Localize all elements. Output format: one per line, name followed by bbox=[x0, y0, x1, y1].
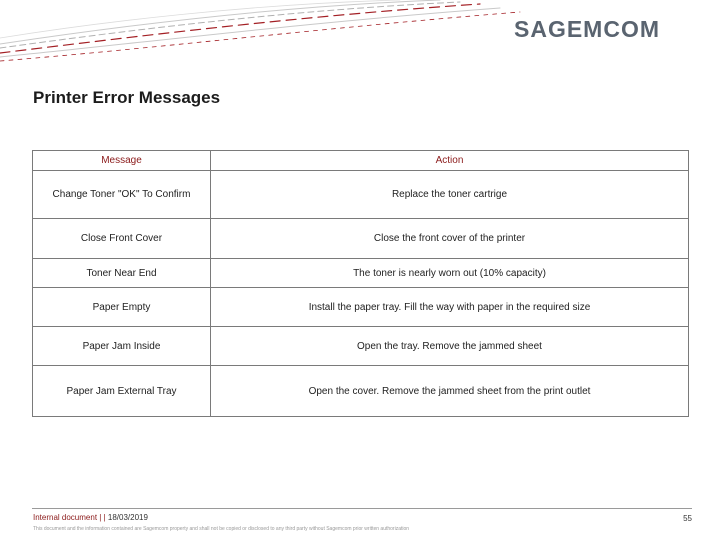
table-row bbox=[33, 327, 689, 366]
table-row bbox=[33, 171, 689, 219]
svg-text:SAGEMCOM: SAGEMCOM bbox=[514, 16, 660, 42]
footer-separator: | bbox=[99, 513, 102, 522]
action-cell: Close the front cover of the printer bbox=[211, 219, 689, 259]
message-cell: Paper Jam External Tray bbox=[33, 366, 211, 417]
page-title: Printer Error Messages bbox=[33, 88, 221, 107]
sagemcom-logo-icon bbox=[512, 14, 684, 44]
table-row bbox=[33, 259, 689, 288]
message-cell: Change Toner "OK" To Confirm bbox=[33, 171, 211, 219]
message-cell: Close Front Cover bbox=[33, 219, 211, 259]
action-cell: Open the tray. Remove the jammed sheet bbox=[211, 327, 689, 366]
table-header-row bbox=[33, 151, 689, 171]
column-header-action: Action bbox=[211, 151, 689, 171]
error-messages-table bbox=[32, 150, 689, 417]
footer-date: 18/03/2019 bbox=[107, 513, 148, 522]
action-cell: Install the paper tray. Fill the way with paper in the required size bbox=[211, 288, 689, 327]
action-cell: The toner is nearly worn out (10% capacity) bbox=[211, 259, 689, 288]
footer-divider bbox=[32, 508, 692, 509]
column-header-message: Message bbox=[33, 151, 211, 171]
message-cell: Paper Jam Inside bbox=[33, 327, 211, 366]
action-cell: Replace the toner cartrige bbox=[211, 171, 689, 219]
table-row bbox=[33, 219, 689, 259]
table-row bbox=[33, 366, 689, 417]
message-cell: Toner Near End bbox=[33, 259, 211, 288]
action-cell: Open the cover. Remove the jammed sheet from the print outlet bbox=[211, 366, 689, 417]
footer-separator: | bbox=[103, 513, 106, 522]
message-cell: Paper Empty bbox=[33, 288, 211, 327]
page-number: 55 bbox=[683, 514, 692, 523]
sagemcom-logo bbox=[512, 14, 684, 49]
footer-disclaimer: This document and the information contained are Sagemcom property and shall not be copied or disclosed to any third party without Sagemcom prior written authorization bbox=[33, 526, 410, 532]
table-row bbox=[33, 288, 689, 327]
footer-label: Internal document bbox=[33, 513, 98, 522]
footer bbox=[33, 513, 148, 522]
